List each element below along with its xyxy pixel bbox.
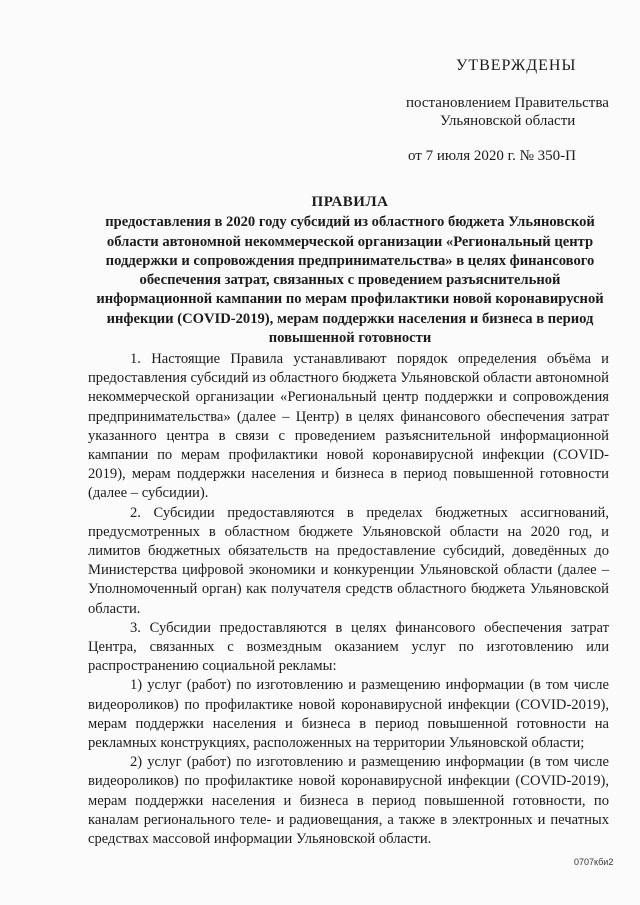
paragraph-3: 3. Субсидии предоставляются в целях финансового обеспечения затрат Центра, связанных с возмездным оказанием услуг по изготовлению или распространению социальной рекламы:: [88, 619, 609, 675]
approval-title: УТВЕРЖДЕНЫ: [456, 57, 577, 74]
approval-line-2: Ульяновской области: [440, 113, 576, 129]
paragraph-3-item-2: 2) услуг (работ) по изготовлению и размещению информации (в том числе видеороликов) по профилактике новой коронавирусной инфекции (COVID-2019), мерам поддержки населения и бизнеса в период повышенной готовности, по каналам регионального теле- и радиовещания, а также в электронных и печатных средствах массовой информации Ульяновской области.: [88, 754, 609, 848]
document-heading: [80, 193, 620, 348]
paragraph-1: 1. Настоящие Правила устанавливают порядок определения объёма и предоставления субсидий из областного бюджета Ульяновской области автономной некоммерческой организации «Региональный центр поддержки и сопровождения предпринимательства» (далее – Центр) в целях финансового обеспечения затрат указанного центра в связи с проведением разъяснительной информационной кампании по мерам профилактики новой коронавирусной инфекции (COVID-2019), мерам поддержки населения и бизнеса в период повышенной готовности (далее – субсидии).: [88, 351, 609, 502]
document-subtitle: предоставления в 2020 году субсидий из областного бюджета Ульяновской области автономной некоммерческой организации «Региональный центр поддержки и сопровождения предпринимательства» в целях финансового обеспечения затрат, связанных с проведением разъяснительной информационной кампании по мерам профилактики новой коронавирусной инфекции (COVID-2019), мерам поддержки населения и бизнеса в период повышенной готовности: [96, 214, 604, 347]
document-body: [88, 350, 609, 849]
document-title: ПРАВИЛА: [311, 194, 389, 210]
approval-block: [0, 0, 640, 170]
paragraph-2: 2. Субсидии предоставляются в пределах бюджетных ассигнований, предусмотренных в областном бюджете Ульяновской области на 2020 год, и лимитов бюджетных обязательств на предоставление субсидий, доведённых до Министерства цифровой экономики и конкуренции Ульяновской области (далее – Уполномоченный орган) как получателя средств областного бюджета Ульяновской области.: [88, 504, 609, 617]
approval-line-1: постановлением Правительства: [406, 95, 609, 111]
footer-document-code: 0707кби2: [574, 857, 614, 867]
paragraph-3-item-1: 1) услуг (работ) по изготовлению и размещению информации (в том числе видеороликов) по профилактике новой коронавирусной инфекции (COVID-2019), мерам поддержки населения и бизнеса в период повышенной готовности на рекламных конструкциях, расположенных на территории Ульяновской области;: [88, 677, 609, 752]
approval-date-number: от 7 июля 2020 г. № 350-П: [408, 148, 576, 164]
